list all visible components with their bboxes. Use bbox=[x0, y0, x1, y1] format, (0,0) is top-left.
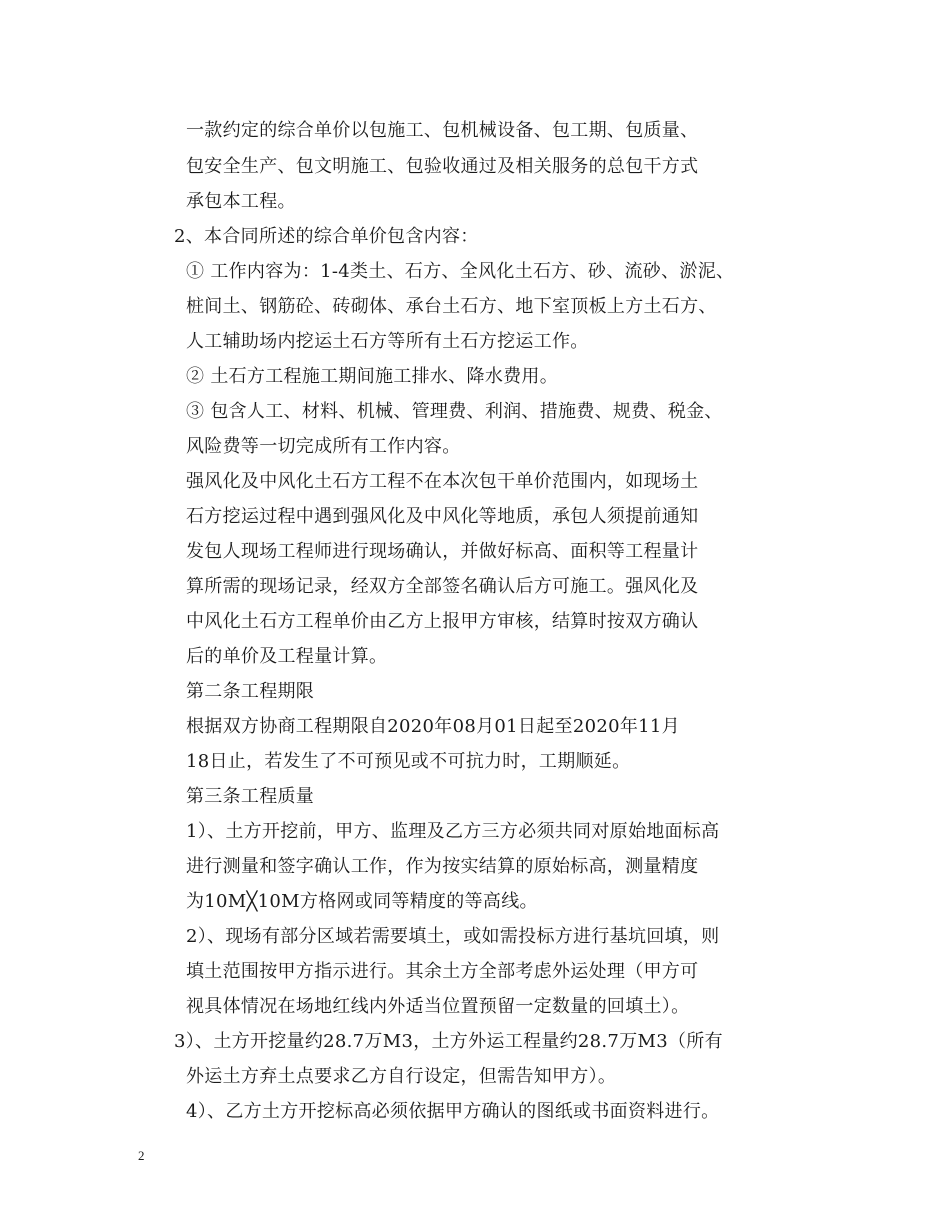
text-line: 石方挖运过程中遇到强风化及中风化等地质，承包人须提前通知 bbox=[186, 506, 699, 527]
page-number: 2 bbox=[138, 1148, 145, 1163]
text-line: 进行测量和签字确认工作，作为按实结算的原始标高，测量精度 bbox=[186, 856, 699, 877]
text-line: 2、本合同所述的综合单价包含内容： bbox=[174, 226, 479, 247]
text-line: 视具体情况在场地红线内外适当位置预留一定数量的回填土）。 bbox=[186, 996, 690, 1017]
text-line: 人工辅助场内挖运土石方等所有土石方挖运工作。 bbox=[186, 331, 589, 352]
text-line: 4）、乙方土方开挖标高必须依据甲方确认的图纸或书面资料进行。 bbox=[186, 1101, 720, 1122]
text-line: 根据双方协商工程期限自2020年08月01日起至2020年11月 bbox=[186, 716, 680, 737]
text-line: 发包人现场工程师进行现场确认，并做好标高、面积等工程量计 bbox=[186, 541, 699, 562]
text-line: 中风化土石方工程单价由乙方上报甲方审核，结算时按双方确认 bbox=[186, 611, 699, 632]
text-line: 3）、土方开挖量约28.7万M3，土方外运工程量约28.7万M3（所有 bbox=[174, 1031, 723, 1052]
text-line: 2）、现场有部分区域若需要填土，或如需投标方进行基坑回填，则 bbox=[186, 926, 720, 947]
text-line: 外运土方弃土点要求乙方自行设定，但需告知甲方）。 bbox=[186, 1066, 617, 1087]
text-line: 承包本工程。 bbox=[186, 191, 296, 212]
section-heading: 第三条工程质量 bbox=[186, 786, 315, 807]
text-line: 一款约定的综合单价以包施工、包机械设备、包工期、包质量、 bbox=[186, 120, 699, 141]
text-line: ② 土石方工程施工期间施工排水、降水费用。 bbox=[186, 366, 559, 387]
text-line: 桩间土、钢筋砼、砖砌体、承台土石方、地下室顶板上方土石方、 bbox=[186, 296, 717, 317]
text-line: 填土范围按甲方指示进行。其余土方全部考虑外运处理（甲方可 bbox=[186, 961, 699, 982]
text-line: 18日止，若发生了不可预见或不可抗力时，工期顺延。 bbox=[186, 751, 631, 772]
text-line: ① 工作内容为：1-4类土、石方、全风化土石方、砂、流砂、淤泥、 bbox=[186, 261, 735, 282]
text-line: 为10M╳10M方格网或同等精度的等高线。 bbox=[186, 891, 538, 912]
text-line: 后的单价及工程量计算。 bbox=[186, 646, 388, 667]
text-line: 算所需的现场记录，经双方全部签名确认后方可施工。强风化及 bbox=[186, 576, 699, 597]
text-line: 风险费等一切完成所有工作内容。 bbox=[186, 436, 461, 457]
section-heading: 第二条工程期限 bbox=[186, 681, 315, 702]
text-line: 强风化及中风化土石方工程不在本次包干单价范围内，如现场土 bbox=[186, 471, 699, 492]
text-line: ③ 包含人工、材料、机械、管理费、利润、措施费、规费、税金、 bbox=[186, 401, 723, 422]
text-line: 包安全生产、包文明施工、包验收通过及相关服务的总包干方式 bbox=[186, 156, 699, 177]
text-line: 1）、土方开挖前，甲方、监理及乙方三方必须共同对原始地面标高 bbox=[186, 821, 720, 842]
